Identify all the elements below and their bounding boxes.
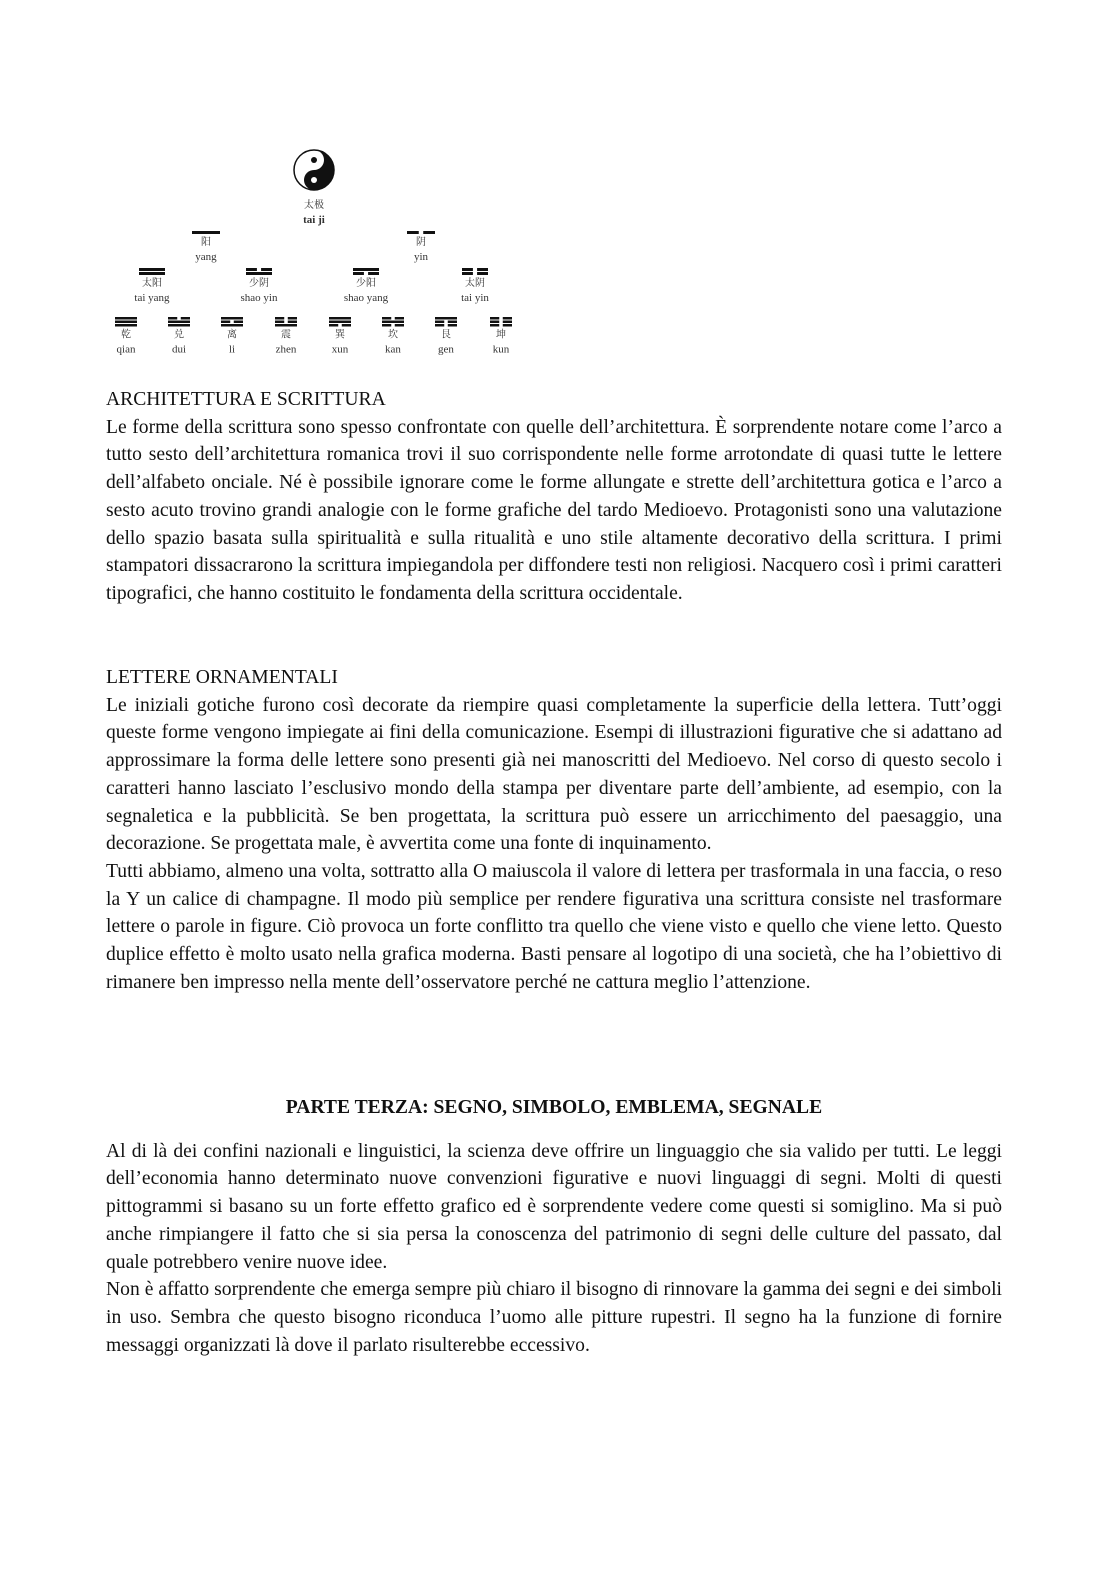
hanzi-label: 少阴 <box>249 278 269 289</box>
taiji-trigram-diagram <box>100 140 520 370</box>
pinyin-label: gen <box>438 343 454 356</box>
pinyin-label: tai yang <box>134 292 170 304</box>
pinyin-label: qian <box>116 343 136 356</box>
pinyin-label: shao yang <box>343 292 389 304</box>
node-kun <box>490 317 512 356</box>
line-symbol-icon <box>462 268 488 275</box>
node-zhen <box>275 317 297 356</box>
line-symbol-icon <box>275 317 297 327</box>
section-heading: ARCHITETTURA E SCRITTURA <box>106 389 386 410</box>
pinyin-label: xun <box>331 343 349 356</box>
node-xun <box>329 317 351 356</box>
hanzi-label: 坤 <box>496 329 506 341</box>
section-architettura <box>106 386 1002 608</box>
root-pinyin: tai ji <box>303 214 325 226</box>
paragraph: Le forme della scrittura sono spesso confrontate con quelle dell’architettura. È sorprendente notare come l’arco a tutto sesto dell’architettura romanica trovi il suo corrispondente nelle forme arrotondate di quasi tutte le lettere dell’alfabeto onciale. Né è possibile ignorare come le forme allungate e strette dell’architettura gotica e l’arco a sesto acuto trovino grandi analogie con le forme grafiche del tardo Medioevo. Protagonisti sono una valutazione dello spazio basata sulla spiritualità e sulla ritualità e uno stile altamente decorativo della scrittura. I primi stampatori dissacrarono la scrittura impiegandola per diffondere testi non religiosi. Nacquero così i primi caratteri tipografici, che hanno costituito le fondamenta della scrittura occidentale. <box>106 416 1002 604</box>
line-symbol-icon <box>168 317 190 327</box>
hanzi-label: 离 <box>227 329 237 341</box>
pinyin-label: li <box>228 343 236 356</box>
yin-yang-icon <box>294 150 334 190</box>
paragraph: Le iniziali gotiche furono così decorate da riempire quasi completamente la superficie della lettera. Tutt’oggi queste forme vengono impiegate ai fini della comunicazione. Esempi di illustrazioni figurative che si adattano ad approssimare la forma delle lettere sono presenti già nei manoscritti del Medioevo. Nel corso di questo secolo i caratteri hanno lasciato l’esclusivo mondo della stampa per diventare parte dell’ambiente, ad esempio, con la segnaletica e la pubblicità. Se ben progettata, la scrittura può essere un arricchimento del paesaggio, una decorazione. Se progettata male, è avvertita come una fonte di inquinamento. <box>106 694 1002 855</box>
line-symbol-icon <box>353 268 379 275</box>
pinyin-label: tai yin <box>461 292 489 304</box>
section-parte-terza <box>106 1094 1002 1359</box>
hanzi-label: 太阳 <box>142 278 162 289</box>
pinyin-label: shao yin <box>240 292 278 304</box>
node-li <box>221 317 243 356</box>
line-symbol-icon <box>329 317 351 327</box>
hanzi-label: 阳 <box>201 237 211 248</box>
section-heading: PARTE TERZA: SEGNO, SIMBOLO, EMBLEMA, SEGNALE <box>285 1097 823 1118</box>
line-symbol-icon <box>221 317 243 327</box>
line-symbol-icon <box>490 317 512 327</box>
node-tai-yin <box>461 268 489 304</box>
line-symbol-icon <box>115 317 137 327</box>
pinyin-label: kan <box>385 343 401 356</box>
pinyin-label: yin <box>413 251 429 263</box>
section-lettere <box>106 664 1002 996</box>
node-yang <box>192 231 220 263</box>
pinyin-label: dui <box>171 343 187 356</box>
hanzi-label: 太阴 <box>465 278 485 289</box>
node-kan <box>382 317 404 356</box>
hanzi-label: 乾 <box>121 329 131 341</box>
hanzi-label: 巽 <box>335 329 345 341</box>
line-symbol-icon <box>139 268 165 275</box>
pinyin-label: zhen <box>275 343 297 356</box>
line-symbol-icon <box>435 317 457 327</box>
hanzi-label: 少阳 <box>356 278 376 289</box>
root-hanzi: 太极 <box>304 200 324 211</box>
line-symbol-icon <box>246 268 272 275</box>
paragraph: Non è affatto sorprendente che emerga sempre più chiaro il bisogno di rinnovare la gamma dei segni e dei simboli in uso. Sembra che questo bisogno riconduca l’uomo alle pitture rupestri. Il segno ha la funzione di fornire messaggi organizzati là dove il parlato risulterebbe eccessivo. <box>106 1279 1002 1356</box>
node-gen <box>435 317 457 356</box>
hanzi-label: 艮 <box>441 329 451 341</box>
node-yin <box>407 231 435 263</box>
pinyin-label: yang <box>195 251 217 263</box>
paragraph: Tutti abbiamo, almeno una volta, sottratto alla O maiuscola il valore di lettera per trasformala in una faccia, o reso la Y un calice di champagne. Il modo più semplice per rendere figurativa una scrittura consiste nel trasformare lettere o parole in figure. Ciò provoca un forte conflitto tra quello che viene visto e quello che viene letto. Questo duplice effetto è molto usato nella grafica moderna. Basti pensare al logotipo di una società, che ha l’obiettivo di rimanere ben impresso nella mente dell’osservatore perché ne cattura meglio l’attenzione. <box>106 860 1002 993</box>
line-symbol-icon <box>407 231 435 234</box>
node-tai-yang <box>134 268 170 304</box>
pinyin-label: kun <box>492 343 510 356</box>
line-symbol-icon <box>382 317 404 327</box>
node-dui <box>168 317 190 356</box>
hanzi-label: 坎 <box>388 329 398 341</box>
line-symbol-icon <box>192 231 220 234</box>
hanzi-label: 震 <box>281 329 291 341</box>
section-heading: LETTERE ORNAMENTALI <box>106 667 338 688</box>
node-qian <box>115 317 137 356</box>
hanzi-label: 阴 <box>416 237 426 248</box>
node-shao-yin <box>241 268 278 304</box>
node-shao-yang <box>344 268 389 304</box>
hanzi-label: 兑 <box>174 329 184 341</box>
paragraph: Al di là dei confini nazionali e linguistici, la scienza deve offrire un linguaggio che sia valido per tutti. Le leggi dell’economia hanno determinato nuove convenzioni figurative e nuovi linguaggi di segni. Molti di questi pittogrammi si basano su un forte effetto grafico ed è sorprendente vedere come questi si somiglino. Ma si può anche rimpiangere il fatto che si sia persa la conoscenza del patrimonio di segni delle culture del passato, dal quale potrebbero venire nuove idee. <box>106 1140 1002 1273</box>
